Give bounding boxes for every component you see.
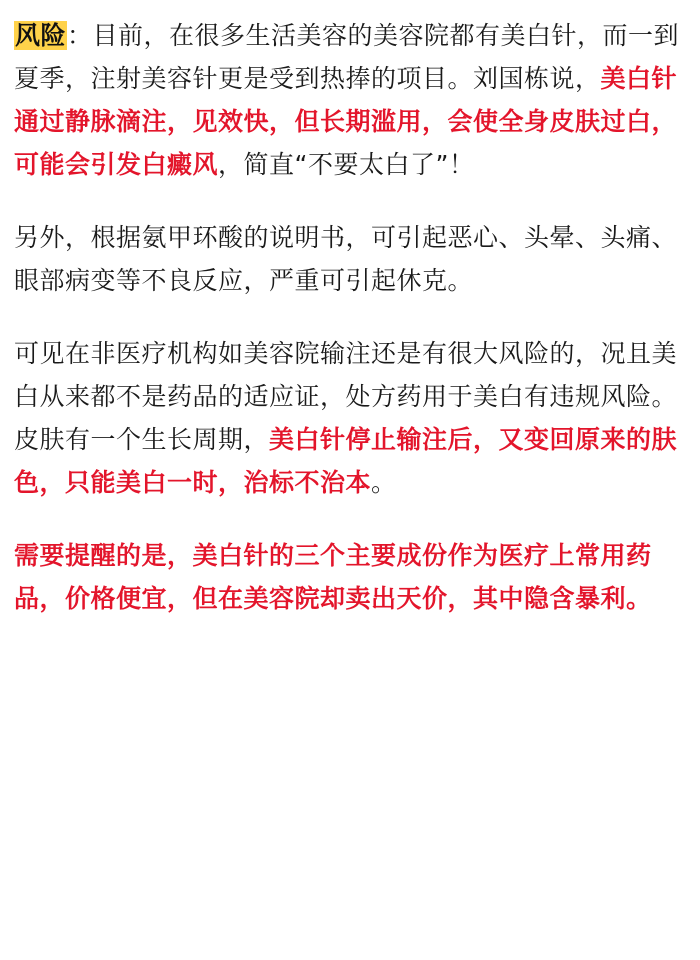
paragraph-institution-text-1: 可见在非医疗机构如美容院输注还是有很大风险的，况且美白从来都不是药品的适应证，处方药用于美白有违规风险。皮肤有一个生长周期， <box>14 339 678 454</box>
paragraph-risk-emphasis: 美白针通过静脉滴注，见效快，但长期滥用，会使全身皮肤过白，可能会引发白癜风 <box>14 64 678 179</box>
paragraph-risk-text-1: ：目前，在很多生活美容的美容院都有美白针，而一到夏季，注射美容针更是受到热捧的项目。刘国栋说， <box>14 21 680 93</box>
paragraph-side-effects-text: 另外，根据氨甲环酸的说明书，可引起恶心、头晕、头痛、眼部病变等不良反应，严重可引起休克。 <box>14 223 678 295</box>
paragraph-institution-text-2: 。 <box>371 468 397 497</box>
paragraph-institution-risk <box>14 332 684 504</box>
paragraph-institution-emphasis: 美白针停止输注后，又变回原来的肤色，只能美白一时，治标不治本 <box>14 425 678 497</box>
paragraph-reminder-text: 需要提醒的是，美白针的三个主要成份作为医疗上常用药品，价格便宜，但在美容院却卖出天价，其中隐含暴利。 <box>14 541 652 613</box>
paragraph-reminder <box>14 534 684 620</box>
paragraph-side-effects <box>14 216 684 302</box>
paragraph-risk <box>14 14 684 186</box>
risk-label: 风险 <box>15 21 67 50</box>
paragraph-risk-text-2: ，简直“不要太白了”！ <box>218 150 475 179</box>
